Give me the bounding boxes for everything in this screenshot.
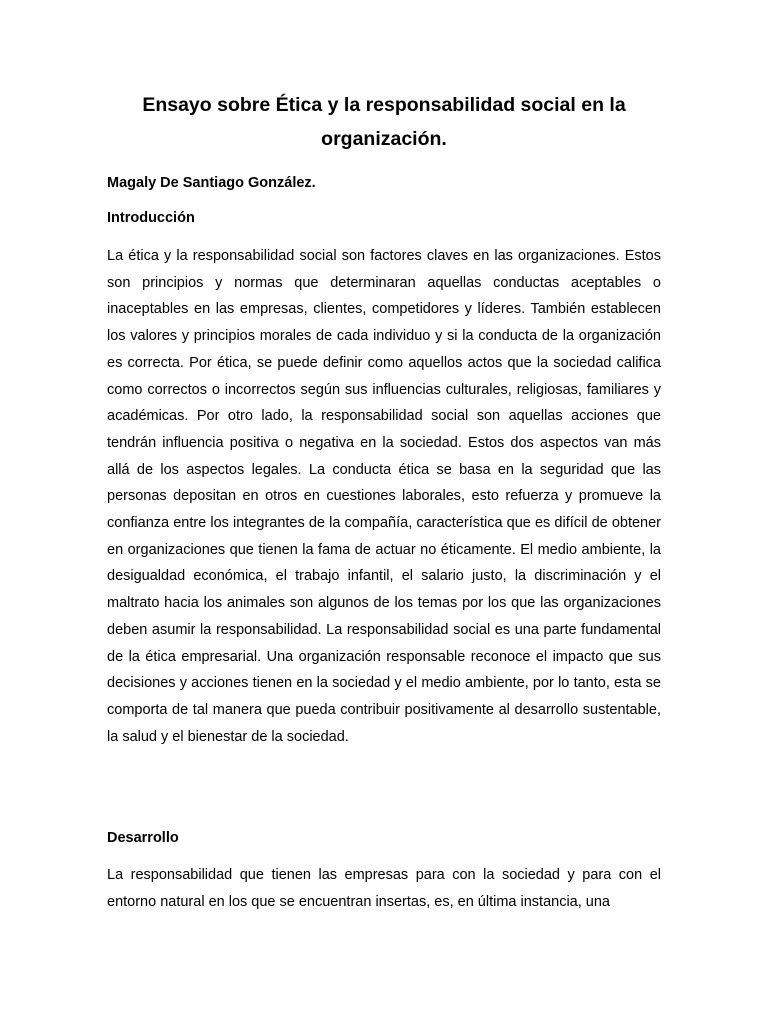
introduccion-paragraph: La ética y la responsabilidad social son factores claves en las organizaciones. Estos son principios y normas que determinaran aquellas conductas aceptables o inaceptables en las empresas, clientes, competidores y líderes. También establecen los valores y principios morales de cada individuo y si la conducta de la organización es correcta. Por ética, se puede definir como aquellos actos que la sociedad califica como correctos o incorrectos según sus influencias culturales, religiosas, familiares y académicas. Por otro lado, la responsabilidad social son aquellas acciones que tendrán influencia positiva o negativa en la sociedad. Estos dos aspectos van más allá de los aspectos legales. La conducta ética se basa en la seguridad que las personas depositan en otros en cuestiones laborales, esto refuerza y promueve la confianza entre los integrantes de la compañía, característica que es difícil de obtener en organizaciones que tienen la fama de actuar no éticamente. El medio ambiente, la desigualdad económica, el trabajo infantil, el salario justo, la discriminación y el maltrato hacia los animales son algunos de los temas por los que las organizaciones deben asumir la responsabilidad. La responsabilidad social es una parte fundamental de la ética empresarial. Una organización responsable reconoce el impacto que sus decisiones y acciones tienen en la sociedad y el medio ambiente, por lo tanto, esta se comporta de tal manera que pueda contribuir positivamente al desarrollo sustentable, la salud y el bienestar de la sociedad.: [107, 248, 661, 745]
author-name: Magaly De Santiago González.: [107, 175, 316, 191]
desarrollo-paragraph: La responsabilidad que tienen las empresas para con la sociedad y para con el entorno natural en los que se encuentran insertas, es, en última instancia, una: [107, 867, 661, 910]
section-heading-introduccion: Introducción: [107, 210, 195, 226]
section-heading-desarrollo: Desarrollo: [107, 830, 179, 846]
document-title: Ensayo sobre Ética y la responsabilidad social en la organización.: [142, 94, 626, 150]
